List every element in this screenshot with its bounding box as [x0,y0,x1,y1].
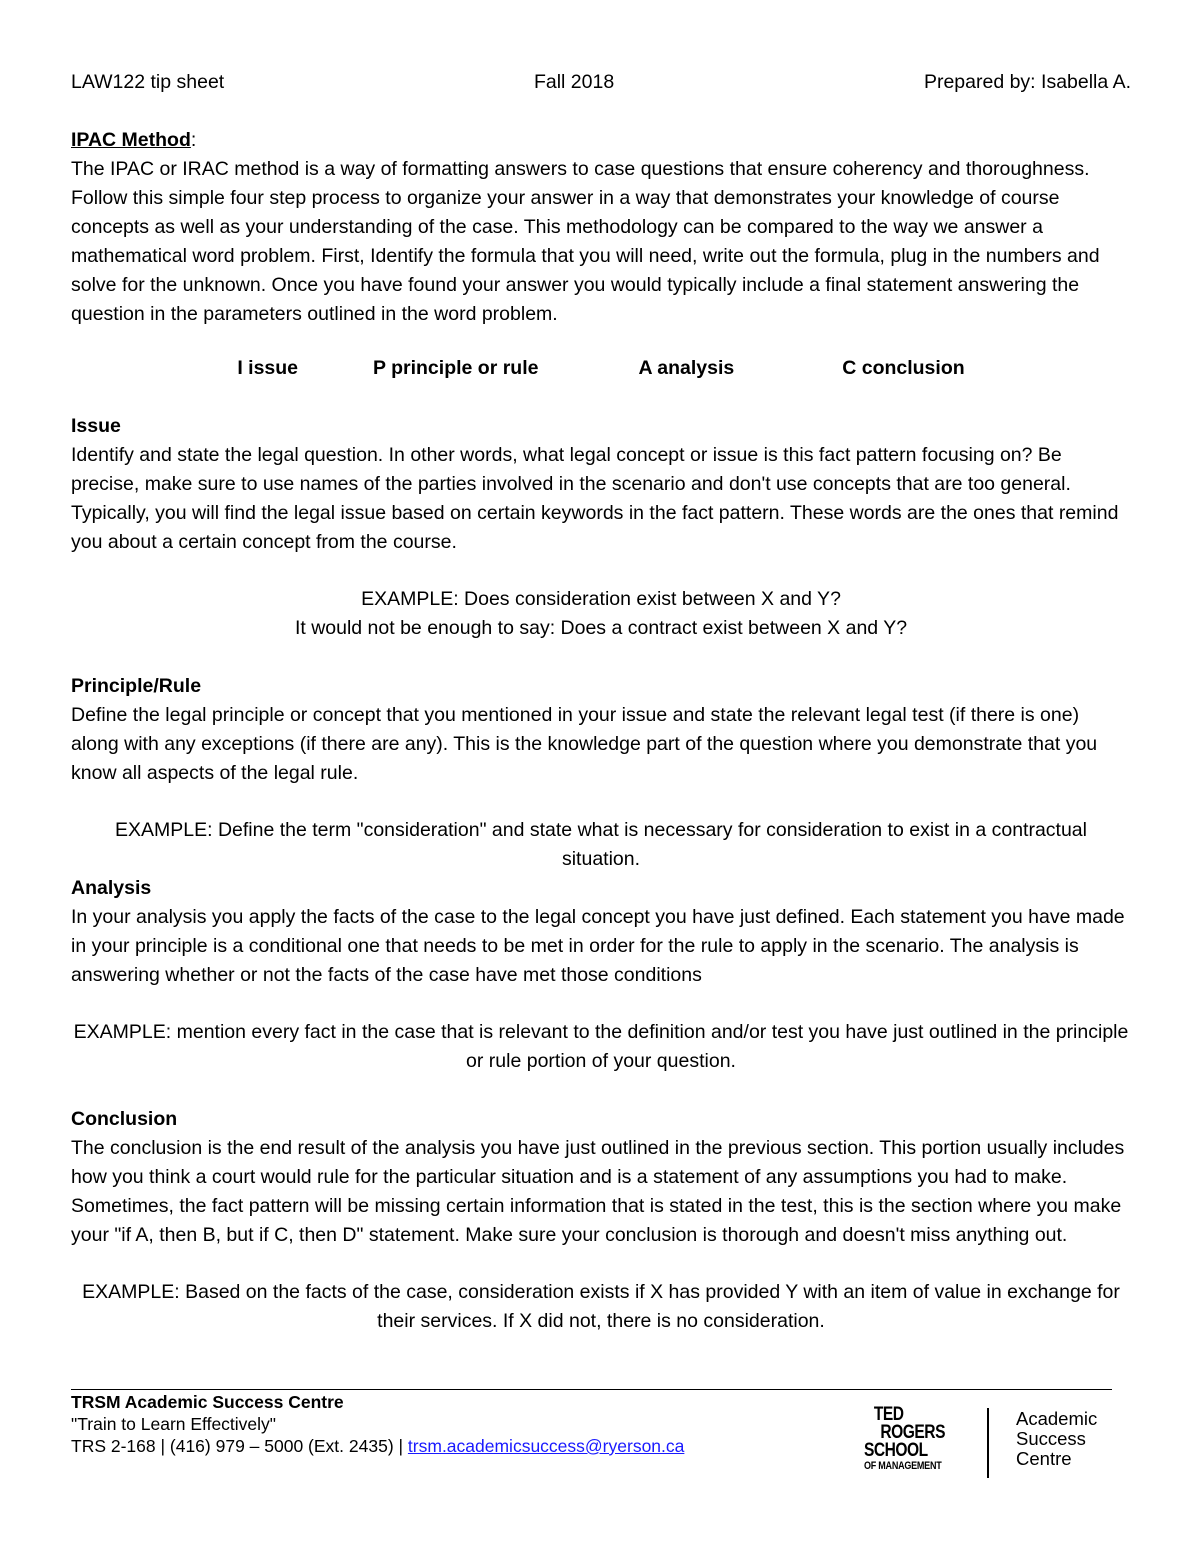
footer-org: TRSM Academic Success Centre [71,1392,344,1412]
analysis-section [71,874,1131,1076]
footer-divider [71,1389,1112,1390]
footer-tagline: "Train to Learn Effectively" [71,1414,277,1434]
step-analysis: A analysis [638,357,735,379]
issue-example [71,585,1131,643]
step-issue: I issue [237,357,299,379]
analysis-title: Analysis [71,877,152,899]
issue-title: Issue [71,415,121,437]
conclusion-section [71,1105,1131,1336]
academic-success-centre-wordmark: Academic Success Centre [1016,1408,1098,1469]
ted-rogers-wordmark: TED ROGERS SCHOOL OF MANAGEMENT [864,1404,945,1472]
analysis-example: EXAMPLE: mention every fact in the case that is relevant to the definition and/or test you have just outlined in the principle or rule portion of your question. [73,1021,1129,1072]
term-label: Fall 2018 [533,71,615,93]
issue-body: Identify and state the legal question. In other words, what legal concept or issue is this fact pattern focusing on? Be precise, make sure to use names of the parties involved in the scenario and don't use concepts that are too general. Typically, you will find the legal issue based on certain keywords in the fact pattern. These words are the ones that remind you about a certain concept from the course. [71,444,1119,553]
footer-contact-line [71,1435,771,1457]
principle-example: EXAMPLE: Define the term "consideration" and state what is necessary for consideration to exist in a contractual situation. [114,819,1087,870]
analysis-body: In your analysis you apply the facts of the case to the legal concept you have just defined. Each statement you have made in your principle is a conditional one that needs to be met in order for the rule to apply in the scenario. The analysis is answering whether or not the facts of the case have met those conditions [71,906,1125,986]
step-principle: P principle or rule [373,357,539,379]
document-page [71,68,1131,1336]
principle-title: Principle/Rule [71,675,202,697]
intro-section [71,126,1131,329]
step-conclusion: C conclusion [842,357,965,379]
footer-contact: TRS 2-168 | (416) 979 – 5000 (Ext. 2435) | [71,1436,408,1456]
conclusion-title: Conclusion [71,1108,178,1130]
logo-divider [987,1408,989,1478]
conclusion-body: The conclusion is the end result of the analysis you have just outlined in the previous section. This portion usually includes how you think a court would rule for the particular situation and is a statement of any assumptions you had to make. Sometimes, the fact pattern will be missing certain information that is stated in the test, this is the section where you make your "if A, then B, but if C, then D" statement. Make sure your conclusion is thorough and doesn't miss anything out. [71,1137,1125,1246]
issue-example-line1: EXAMPLE: Does consideration exist between X and Y? [361,588,841,610]
page-footer [71,1391,771,1457]
issue-example-line2: It would not be enough to say: Does a contract exist between X and Y? [294,617,908,639]
principle-body: Define the legal principle or concept that you mentioned in your issue and state the relevant legal test (if there is one) along with any exceptions (if there are any). This is the knowledge part of the question where you demonstrate that you know all aspects of the legal rule. [71,704,1098,784]
principle-section [71,672,1131,874]
intro-title: IPAC Method: [71,129,197,151]
page-header [71,68,1131,97]
course-label: LAW122 tip sheet [71,71,225,93]
trsm-logo [864,1406,1124,1480]
conclusion-example: EXAMPLE: Based on the facts of the case, consideration exists if X has provided Y with an item of value in exchange for their services. If X did not, there is no consideration. [82,1281,1120,1332]
intro-body: The IPAC or IRAC method is a way of formatting answers to case questions that ensure coherency and thoroughness. Follow this simple four step process to organize your answer in a way that demonstrates your knowledge of course concepts as well as your understanding of the case. This methodology can be compared to the way we answer a mathematical word problem. First, Identify the formula that you will need, write out the formula, plug in the numbers and solve for the unknown. Once you have found your answer you would typically include a final statement answering the question in the parameters outlined in the word problem. [71,158,1100,325]
author-label: Prepared by: Isabella A. [923,71,1131,93]
ipac-steps [71,354,1131,383]
issue-section [71,412,1131,643]
footer-email-link[interactable]: trsm.academicsuccess@ryerson.ca [407,1436,685,1456]
